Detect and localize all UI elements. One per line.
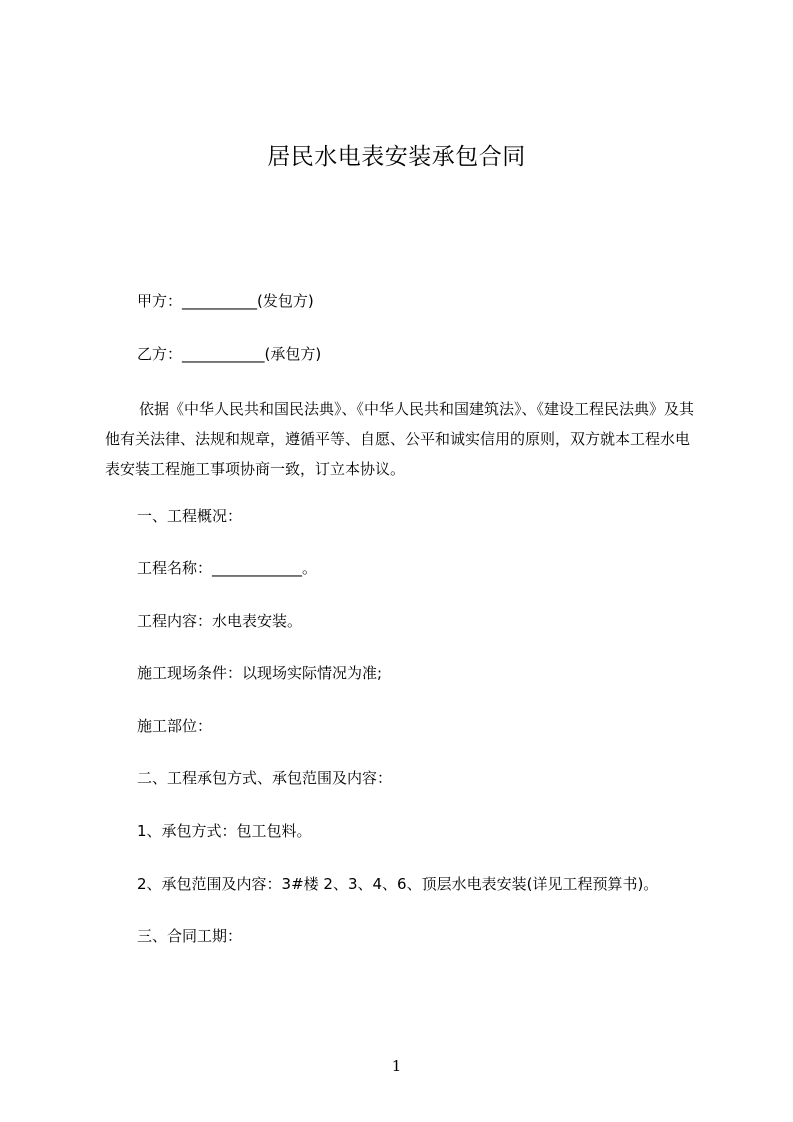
contract-method-line: 1、承包方式：包工包料。 bbox=[137, 822, 312, 840]
page-number: 1 bbox=[391, 1057, 402, 1075]
section-2-heading: 二、工程承包方式、承包范围及内容： bbox=[137, 769, 393, 787]
section-1-heading: 一、工程概况： bbox=[137, 507, 243, 525]
construction-part-line: 施工部位： bbox=[137, 717, 213, 735]
section-3-heading: 三、合同工期： bbox=[137, 927, 243, 945]
project-content-line: 工程内容：水电表安装。 bbox=[137, 612, 303, 630]
site-conditions-line: 施工现场条件：以现场实际情况为准; bbox=[137, 664, 383, 682]
party-b-line: 乙方：___________(承包方) bbox=[137, 345, 322, 363]
document-title: 居民水电表安装承包合同 bbox=[267, 144, 526, 170]
preamble-paragraph: 依据《中华人民共和国民法典》、《中华人民共和国建筑法》、《建设工程民法典》及其他有关法律、法规和规章，遵循平等、自愿、公平和诚实信用的原则，双方就本工程水电表安装工程施工事项协商一致，订立本协议。 bbox=[105, 400, 695, 478]
contract-scope-line: 2、承包范围及内容：3#楼 2、3、4、6、顶层水电表安装(详见工程预算书)。 bbox=[137, 875, 659, 893]
project-name-line: 工程名称：____________。 bbox=[137, 559, 318, 577]
party-a-line: 甲方：__________(发包方) bbox=[137, 292, 314, 310]
